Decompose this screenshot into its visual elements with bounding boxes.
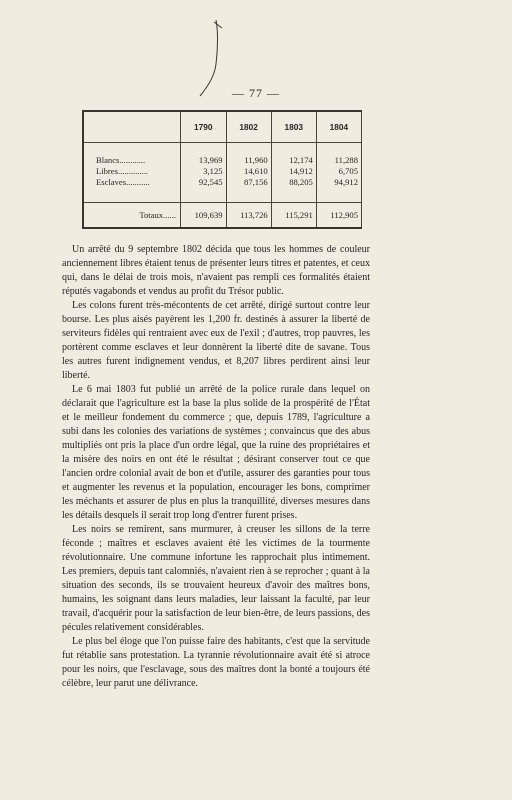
cell-value: 88,205 (271, 177, 316, 188)
header-year: 1803 (271, 111, 316, 143)
table-row (83, 177, 362, 188)
header-year: 1804 (316, 111, 361, 143)
table-row (83, 155, 362, 166)
cell-value: 11,960 (226, 155, 271, 166)
paragraph: Les noirs se remirent, sans murmurer, à creuser les sillons de la terre féconde ; maîtres et esclaves avaient été les victimes de la tourmente révolutionnaire. Une commune infortune les rapprochait plus intimement. Les premiers, depuis tant calomniés, n'avaient rien à se reprocher ; quant à la situation des seconds, ils se trouvaient heureux d'avoir des maîtres bons, humains, les soignant dans leurs maladies, leur laissant la faculté, par leur travail, d'acquérir pour la satisfaction de leur bien-être, de leurs passions, des pécules relativement considérables. (62, 524, 370, 633)
total-value: 112,905 (316, 203, 361, 229)
header-year: 1790 (181, 111, 227, 143)
body-text (62, 243, 370, 691)
header-year: 1802 (226, 111, 271, 143)
paragraph: Le 6 mai 1803 fut publié un arrêté de la police rurale dans lequel on déclarait que l'agriculture est la base la plus solide de la prospérité de l'État et le meilleur fondement du commerce ; que, depuis 1789, l'agriculture a subi dans les colonies des variations de systèmes ; convaincus que des abus multipliés ont pris la place d'un ordre légal, que la ruine des propriétaires et la misère des noirs en ont été le résultat ; désirant conserver tout ce que l'ancien ordre colonial avait de bon et d'utile, assurer des garanties pour tous et augmenter les revenus et la population, encourager les bons, comprimer les méchants et assurer de plus en plus la tranquillité, diverses mesures dans les détails desquels il serait trop long d'entrer furent prises. (62, 384, 370, 521)
total-label: Totaux...... (83, 203, 181, 229)
cell-value: 13,969 (181, 155, 227, 166)
total-value: 109,639 (181, 203, 227, 229)
row-label: Esclaves........... (83, 177, 181, 188)
page-number: — 77 — (232, 86, 280, 100)
header-blank-cell (83, 111, 181, 143)
cell-value: 3,125 (181, 166, 227, 177)
table-spacer-row (83, 188, 362, 203)
cell-value: 92,545 (181, 177, 227, 188)
paragraph: Un arrêté du 9 septembre 1802 décida que tous les hommes de couleur anciennement libres étaient tenus de présenter leurs titres et patentes, et ceux qui, dans le délai de trois mois, n'avaient pas rempli ces formalités étaient réputés vagabonds et vendus au profit du Trésor public. (62, 244, 370, 297)
paragraph: Le plus bel éloge que l'on puisse faire des habitants, c'est que la servitude fut rétablie sans protestation. La tyrannie révolutionnaire avait été si atroce pour les noirs, que l'esclavage, sous des maîtres dont la bonté a toujours été célèbre, leur parut une délivrance. (62, 636, 370, 689)
cell-value: 6,705 (316, 166, 361, 177)
cell-value: 14,610 (226, 166, 271, 177)
paragraph: Les colons furent très-mécontents de cet arrêté, dirigé surtout contre leur bourse. Les plus aisés payèrent les 1,200 fr. destinés à assurer la liberté de serviteurs fidèles qui rentraient avec eux de l'exil ; d'autres, trop pauvres, les portèrent comme esclaves et leur donnèrent la liberté dite de savane. Tous les autres furent indignement vendus, et 8,207 libres perdirent ainsi leur liberté. (62, 300, 370, 381)
table-total-row (83, 203, 362, 229)
total-value: 113,726 (226, 203, 271, 229)
cell-value: 94,912 (316, 177, 361, 188)
table-header-row (83, 111, 362, 143)
total-value: 115,291 (271, 203, 316, 229)
row-label: Libres.............. (83, 166, 181, 177)
cell-value: 12,174 (271, 155, 316, 166)
cell-value: 11,288 (316, 155, 361, 166)
cell-value: 87,156 (226, 177, 271, 188)
table-row (83, 166, 362, 177)
table-spacer-row (83, 143, 362, 156)
row-label: Blancs............ (83, 155, 181, 166)
population-table (82, 110, 362, 229)
cell-value: 14,912 (271, 166, 316, 177)
